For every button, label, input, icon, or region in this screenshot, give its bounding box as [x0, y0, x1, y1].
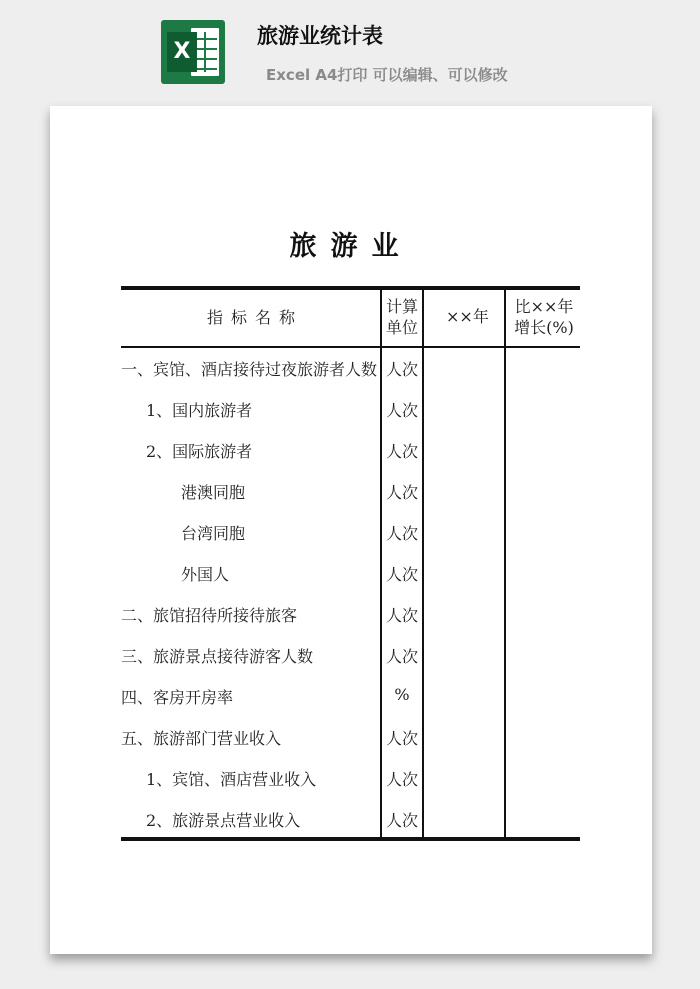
table-row-name: 五、旅游部门营业收入	[121, 729, 282, 748]
header-bottom-border	[121, 346, 580, 348]
table-row-name: 港澳同胞	[181, 483, 246, 502]
table-row-name: 台湾同胞	[181, 524, 246, 543]
column-header-unit	[381, 296, 423, 338]
excel-letter: X	[167, 32, 197, 72]
document-page	[50, 106, 652, 954]
table-row-unit: %	[394, 685, 410, 704]
table-bottom-border	[121, 837, 580, 841]
column-divider	[504, 286, 506, 839]
table-row-unit: 人次	[385, 811, 418, 830]
template-header	[0, 0, 700, 100]
table-row-name: 2、国际旅游者	[146, 442, 253, 461]
table-row-name: 1、国内旅游者	[146, 401, 253, 420]
column-header-growth-line2: 增长(%)	[514, 318, 574, 337]
column-header-growth	[512, 296, 576, 338]
table-row-unit: 人次	[385, 483, 418, 502]
document-title: 旅游业	[289, 231, 413, 262]
column-header-unit-line2: 单位	[385, 318, 418, 337]
table-row-unit: 人次	[385, 442, 418, 461]
table-row-name: 2、旅游景点营业收入	[146, 811, 301, 830]
table-row-name: 三、旅游景点接待游客人数	[121, 647, 314, 666]
column-header-unit-line1: 计算	[385, 297, 418, 316]
excel-icon	[161, 20, 225, 84]
column-header-year: ××年	[446, 307, 489, 326]
column-header-growth-line1: 比××年	[514, 297, 574, 316]
table-row-name: 四、客房开房率	[121, 688, 234, 707]
template-subtitle: Excel A4打印 可以编辑、可以修改	[266, 66, 508, 84]
table-row-name: 二、旅馆招待所接待旅客	[121, 606, 298, 625]
table-row-name: 一、宾馆、酒店接待过夜旅游者人数	[121, 360, 378, 379]
table-row-unit: 人次	[385, 770, 418, 789]
table-row-name: 外国人	[181, 565, 230, 584]
template-title: 旅游业统计表	[257, 24, 383, 48]
table-row-unit: 人次	[385, 606, 418, 625]
table-row-unit: 人次	[385, 647, 418, 666]
table-top-border	[121, 286, 580, 290]
table-row-unit: 人次	[385, 565, 418, 584]
table-row-unit: 人次	[385, 729, 418, 748]
table-row-unit: 人次	[385, 401, 418, 420]
table-row-name: 1、宾馆、酒店营业收入	[146, 770, 317, 789]
column-header-indicator: 指标名称	[207, 308, 304, 327]
table-row-unit: 人次	[385, 524, 418, 543]
table-row-unit: 人次	[385, 360, 418, 379]
